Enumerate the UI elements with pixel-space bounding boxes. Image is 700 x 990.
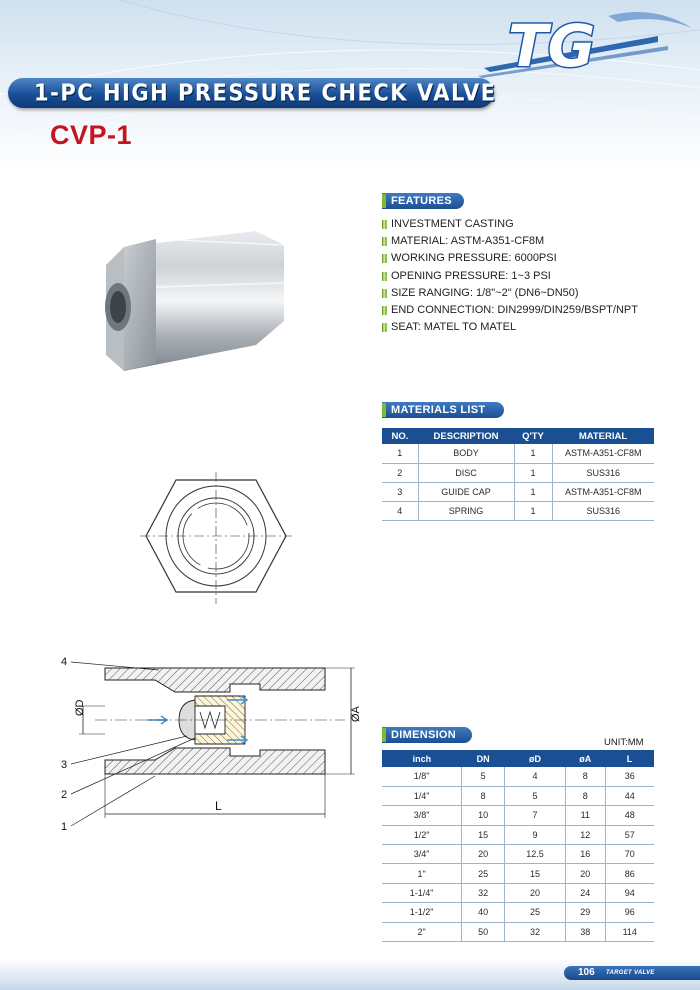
cell-a: 38 (566, 922, 606, 941)
table-row (382, 463, 654, 482)
dimension-heading: DIMENSION (382, 727, 472, 743)
table-row (382, 903, 654, 922)
column-header: NO. (382, 428, 418, 444)
column-header: DESCRIPTION (418, 428, 514, 444)
cell-qty: 1 (514, 444, 552, 463)
cell-l: 114 (605, 922, 654, 941)
cell-d: 7 (505, 806, 566, 825)
table-row (382, 786, 654, 805)
column-header: inch (382, 750, 462, 767)
cell-material: SUS316 (552, 501, 654, 520)
feature-item: SEAT: MATEL TO MATEL (382, 319, 682, 336)
features-heading: FEATURES (382, 193, 464, 209)
cell-inch: 1/4" (382, 786, 462, 805)
feature-item: OPENING PRESSURE: 1~3 PSI (382, 268, 682, 285)
cell-a: 8 (566, 786, 606, 805)
cell-l: 57 (605, 825, 654, 844)
cell-description: GUIDE CAP (418, 482, 514, 501)
materials-table (382, 428, 654, 521)
cell-dn: 8 (462, 786, 505, 805)
cell-d: 5 (505, 786, 566, 805)
column-header: øD (505, 750, 566, 767)
cell-no: 4 (382, 501, 418, 520)
cell-a: 8 (566, 767, 606, 786)
table-row (382, 501, 654, 520)
table-row (382, 767, 654, 786)
front-view-drawing (140, 470, 292, 612)
cell-a: 16 (566, 845, 606, 864)
cell-l: 86 (605, 864, 654, 883)
product-photo (96, 225, 296, 385)
callout-2: 2 (61, 789, 68, 801)
cell-inch: 1-1/4" (382, 883, 462, 902)
cell-material: SUS316 (552, 463, 654, 482)
table-row (382, 922, 654, 941)
cell-a: 24 (566, 883, 606, 902)
cell-d: 15 (505, 864, 566, 883)
cell-d: 4 (505, 767, 566, 786)
cell-description: DISC (418, 463, 514, 482)
cell-d: 12.5 (505, 845, 566, 864)
table-header-row (382, 428, 654, 444)
cell-qty: 1 (514, 482, 552, 501)
length-l-label: L (215, 799, 222, 813)
materials-heading: MATERIALS LIST (382, 402, 504, 418)
cell-d: 25 (505, 903, 566, 922)
feature-item: END CONNECTION: DIN2999/DIN259/BSPT/NPT (382, 302, 682, 319)
column-header: MATERIAL (552, 428, 654, 444)
cell-material: ASTM-A351-CF8M (552, 444, 654, 463)
table-row (382, 806, 654, 825)
cell-no: 2 (382, 463, 418, 482)
cell-inch: 3/8" (382, 806, 462, 825)
cell-no: 1 (382, 444, 418, 463)
page-number: 106 (578, 967, 595, 978)
cell-inch: 1" (382, 864, 462, 883)
cell-l: 96 (605, 903, 654, 922)
cell-inch: 2" (382, 922, 462, 941)
callout-1: 1 (61, 821, 68, 833)
table-row (382, 444, 654, 463)
table-row (382, 482, 654, 501)
cell-no: 3 (382, 482, 418, 501)
unit-label: UNIT:MM (604, 737, 644, 748)
cell-a: 11 (566, 806, 606, 825)
cell-dn: 5 (462, 767, 505, 786)
feature-item: MATERIAL: ASTM-A351-CF8M (382, 233, 682, 250)
tg-logo (478, 6, 694, 78)
diameter-a-label: ØA (350, 706, 362, 722)
cell-l: 36 (605, 767, 654, 786)
cell-l: 44 (605, 786, 654, 805)
footer-brand: TARGET VALVE (606, 970, 655, 976)
page-title: 1-PC HIGH PRESSURE CHECK VALVE (34, 79, 497, 107)
cell-dn: 50 (462, 922, 505, 941)
cell-qty: 1 (514, 463, 552, 482)
table-row (382, 845, 654, 864)
feature-item: SIZE RANGING: 1/8"~2" (DN6~DN50) (382, 285, 682, 302)
cell-inch: 1-1/2" (382, 903, 462, 922)
callout-4: 4 (61, 656, 68, 668)
cell-dn: 10 (462, 806, 505, 825)
cell-qty: 1 (514, 501, 552, 520)
cell-l: 70 (605, 845, 654, 864)
column-header: øA (566, 750, 606, 767)
feature-item: INVESTMENT CASTING (382, 216, 682, 233)
features-list (382, 216, 682, 336)
table-header-row (382, 750, 654, 767)
section-view-drawing (55, 640, 375, 840)
cell-dn: 32 (462, 883, 505, 902)
cell-l: 48 (605, 806, 654, 825)
cell-a: 29 (566, 903, 606, 922)
cell-inch: 3/4" (382, 845, 462, 864)
table-row (382, 864, 654, 883)
table-row (382, 883, 654, 902)
cell-material: ASTM-A351-CF8M (552, 482, 654, 501)
column-header: DN (462, 750, 505, 767)
cell-l: 94 (605, 883, 654, 902)
cell-dn: 25 (462, 864, 505, 883)
cell-a: 20 (566, 864, 606, 883)
cell-d: 32 (505, 922, 566, 941)
logo-text: TG (508, 12, 596, 78)
cell-description: SPRING (418, 501, 514, 520)
column-header: L (605, 750, 654, 767)
column-header: Q'TY (514, 428, 552, 444)
model-number: CVP-1 (50, 120, 133, 150)
table-row (382, 825, 654, 844)
diameter-d-label: ØD (74, 699, 86, 716)
cell-description: BODY (418, 444, 514, 463)
cell-dn: 15 (462, 825, 505, 844)
cell-a: 12 (566, 825, 606, 844)
cell-inch: 1/2" (382, 825, 462, 844)
callout-3: 3 (61, 759, 68, 771)
cell-dn: 20 (462, 845, 505, 864)
cell-d: 9 (505, 825, 566, 844)
cell-dn: 40 (462, 903, 505, 922)
cell-d: 20 (505, 883, 566, 902)
dimension-table (382, 750, 654, 942)
feature-item: WORKING PRESSURE: 6000PSI (382, 250, 682, 267)
cell-inch: 1/8" (382, 767, 462, 786)
